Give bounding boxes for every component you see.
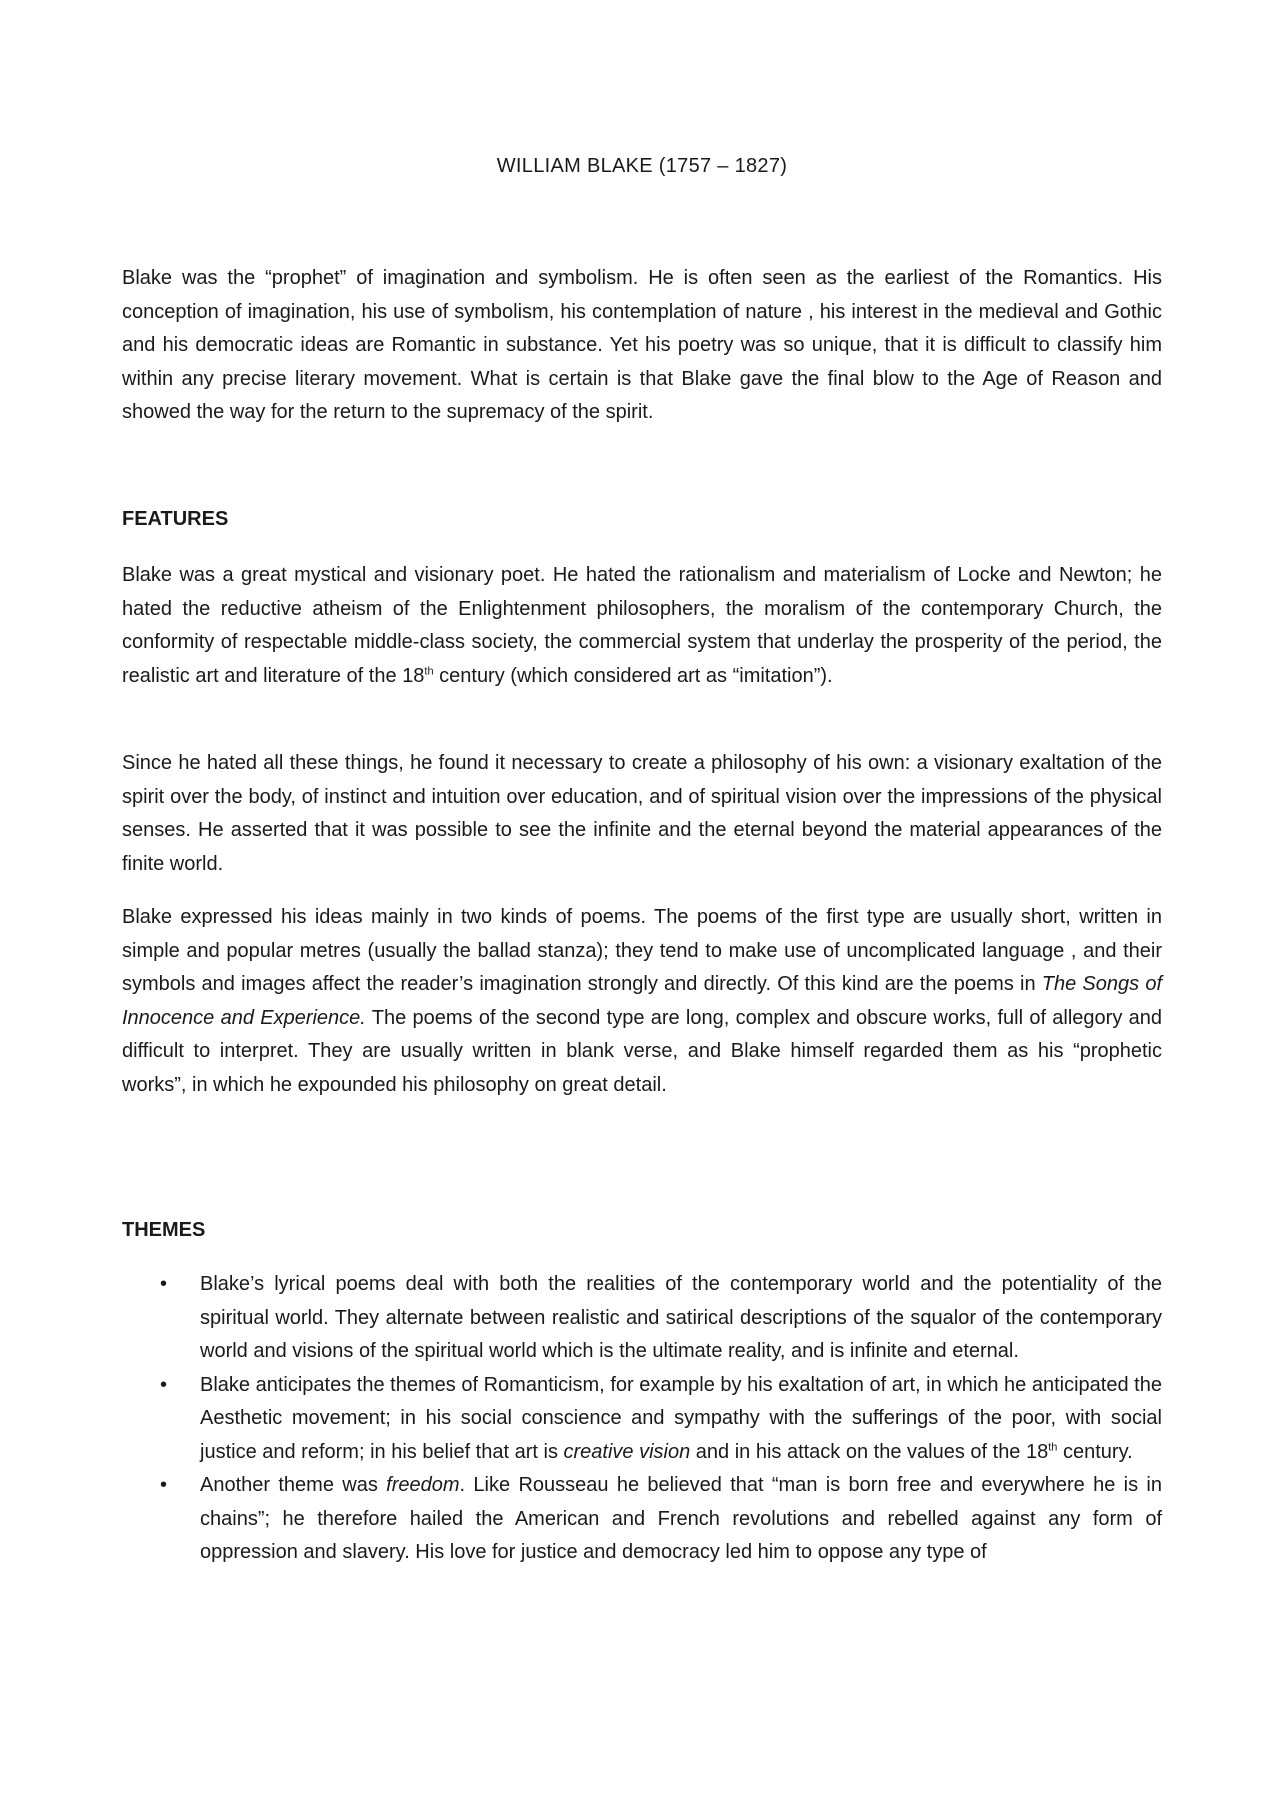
theme-item-1-text: Blake’s lyrical poems deal with both the realities of the contemporary world and the potentiality of the spiritual world. They alternate between realistic and satirical descriptions of the squalor of the contemporary world and visions of the spiritual world which is the ultimate reality, and is infinite and eternal. [200, 1273, 1162, 1362]
list-item [122, 1268, 1162, 1369]
songs-title-italic: The Songs of Innocence and Experience. [122, 973, 1162, 1029]
theme-item-2-text-c: century. [1057, 1440, 1133, 1463]
creative-vision-italic: creative vision [563, 1440, 691, 1463]
bullet-icon: • [160, 1373, 168, 1396]
theme-item-2-text-b: and in his attack on the values of the 18 [690, 1440, 1049, 1463]
theme-item-2-superscript: th [1048, 1440, 1058, 1453]
page-title: WILLIAM BLAKE (1757 – 1827) [496, 155, 788, 177]
bullet-icon: • [160, 1474, 168, 1496]
features-p1-text-b: century (which considered art as “imitation”). [433, 664, 833, 687]
features-paragraph-3 [122, 901, 1162, 1102]
themes-list [122, 1268, 1162, 1570]
theme-item-3-text-b: . Like Rousseau he believed that “man is born free and everywhere he is in chains”; he therefore hailed the American and French revolutions and rebelled against any form of oppression and slavery. His love for justice and democracy led him to oppose any type of [200, 1474, 1162, 1563]
freedom-italic: freedom [386, 1474, 460, 1496]
features-paragraph-1 [122, 559, 1162, 693]
intro-paragraph: Blake was the “prophet” of imagination and symbolism. He is often seen as the earliest of the Romantics. His conception of imagination, his use of symbolism, his contemplation of nature , his interest in the medieval and Gothic and his democratic ideas are Romantic in substance. Yet his poetry was so unique, that it is difficult to classify him within any precise literary movement. What is certain is that Blake gave the final blow to the Age of Reason and showed the way for the return to the supremacy of the spirit. [122, 267, 1162, 423]
themes-heading: THEMES [122, 1219, 206, 1241]
features-heading: FEATURES [122, 508, 229, 530]
features-p1-superscript: th [424, 664, 434, 677]
theme-item-2-text-a: Blake anticipates the themes of Romanticism, for example by his exaltation of art, in which he anticipated the Aesthetic movement; in his social conscience and sympathy with the sufferings of the poor, with social justice and reform; in his belief that art is [200, 1373, 1162, 1463]
bullet-icon: • [160, 1273, 168, 1295]
features-p1-text-a: Blake was a great mystical and visionary poet. He hated the rationalism and materialism of Locke and Newton; he hated the reductive atheism of the Enlightenment philosophers, the moralism of the contemporary Church, the conformity of respectable middle-class society, the commercial system that underlay the prosperity of the period, the realistic art and literature of the 18 [122, 564, 1162, 687]
theme-item-3-text-a: Another theme was [200, 1474, 387, 1496]
list-item [122, 1469, 1162, 1570]
features-p3-text-b: The poems of the second type are long, complex and obscure works, full of allegory and difficult to interpret. They are usually written in blank verse, and Blake himself regarded them as his “prophetic works”, in which he expounded his philosophy on great detail. [122, 1006, 1162, 1096]
features-p3-text-a: Blake expressed his ideas mainly in two kinds of poems. The poems of the first type are usually short, written in simple and popular metres (usually the ballad stanza); they tend to make use of uncomplicated language , and their symbols and images affect the reader’s imagination strongly and directly. Of this kind are the poems in [122, 906, 1162, 995]
list-item [122, 1369, 1162, 1470]
features-paragraph-2: Since he hated all these things, he found it necessary to create a philosophy of his own: a visionary exaltation of the spirit over the body, of instinct and intuition over education, and of spiritual vision over the impressions of the physical senses. He asserted that it was possible to see the infinite and the eternal beyond the material appearances of the finite world. [122, 752, 1162, 875]
